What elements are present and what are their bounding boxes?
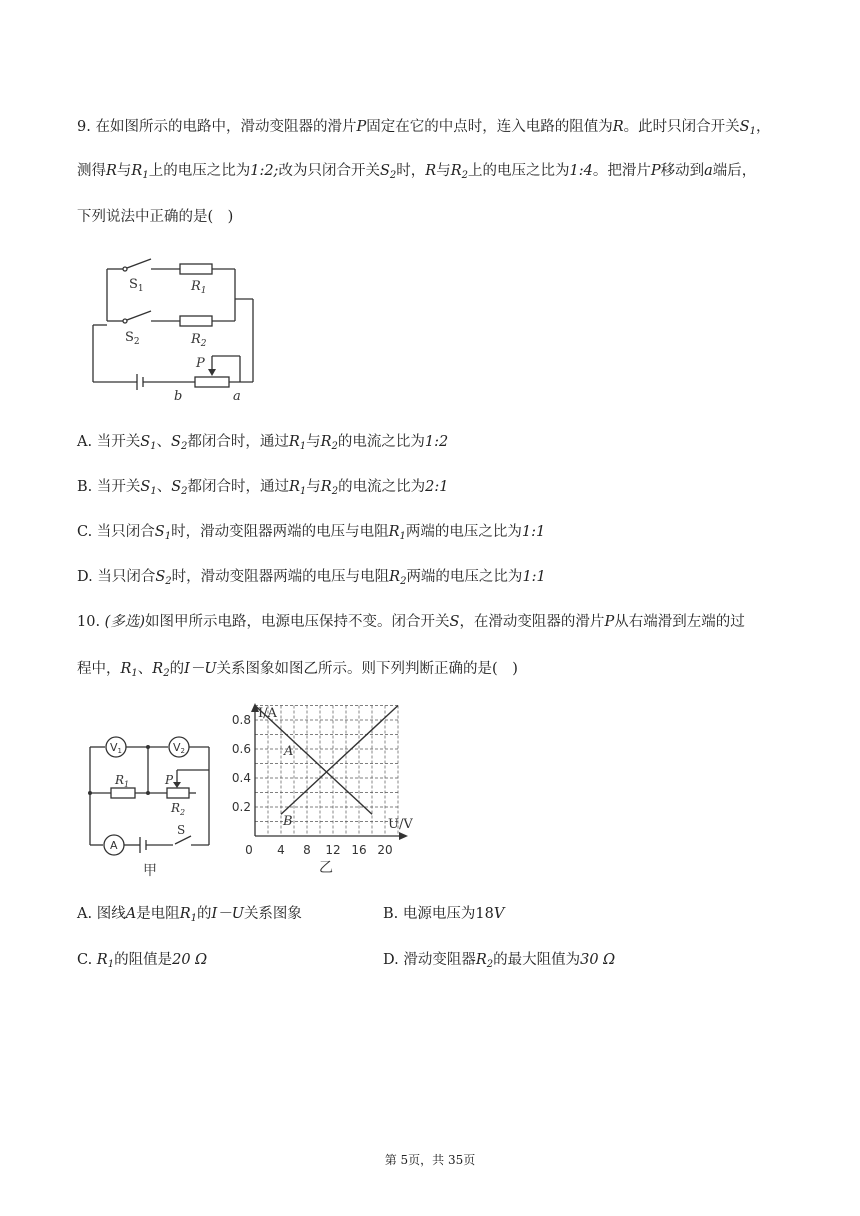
x-tick-label: 20 [377,843,393,857]
q10-stem-line1: 10. (多选)如图甲所示电路，电源电压保持不变。闭合开关S，在滑动变阻器的滑片P从右端滑到左端的过 [77,614,745,630]
q9-option-a[interactable]: A. 当开关$S_1$、$S_2$都闭合时，通过$R_1$与$R_2$的电流之比为1:2 [77,434,449,452]
y-tick-label: 0.4 [231,771,251,785]
label-R1: $R_1$ [115,773,130,789]
caption-yi: 乙 [319,860,333,876]
x-tick-label: 12 [325,843,341,857]
label-b: b [174,389,183,404]
caption-jia: 甲 [143,863,157,879]
q10-option-a[interactable]: A. 图线A是电阻$R_1$的I－U关系图象 [77,906,302,924]
x-tick-label: 16 [351,843,367,857]
label-P: P [165,773,174,787]
label-R2: $R_2$ [171,801,186,817]
q10-option-d[interactable]: D. 滑动变阻器$R_2$的最大阻值为30 Ω [383,952,616,970]
ammeter-label: A [110,839,118,852]
label-S: S [177,823,186,837]
series-line-a [255,706,372,815]
q9-stem-line3: 下列说法中正确的是( ) [77,209,234,225]
label-S1: $S_1$ [129,277,144,294]
q9-option-b[interactable]: B. 当开关$S_1$、$S_2$都闭合时，通过$R_1$与$R_2$的电流之比为2:1 [77,479,449,497]
x-tick-label: 8 [303,843,311,857]
q9-option-d[interactable]: D. 当只闭合$S_2$时，滑动变阻器两端的电压与电阻$R_2$两端的电压之比为1:1 [77,569,546,587]
page-footer: 第 5页，共 35页 [384,1153,476,1167]
x-axis-label: U/V [388,817,413,832]
iu-graph [225,700,425,880]
label-S2: $S_2$ [125,330,140,347]
label-R1: $R_1$ [191,279,207,296]
q9-stem-line1: 9. 在如图所示的电路中，滑动变阻器的滑片P固定在它的中点时，连入电路的阻值为R。此时只闭合开关$S_1$， [77,119,771,137]
y-tick-label: 0.8 [231,713,251,727]
line-b-label: B [283,814,293,829]
x-tick-label: 4 [277,843,285,857]
line-a-label: A [284,744,294,759]
y-tick-label: 0.6 [231,742,251,756]
q10-option-b[interactable]: B. 电源电压为18V [383,906,505,922]
label-P: P [196,356,205,371]
voltmeter-v2-label: V2 [173,741,185,755]
q10-stem-line2: 程中，$R_1$、$R_2$的I－U关系图象如图乙所示。则下列判断正确的是( ) [77,661,518,679]
q9-circuit-diagram [85,255,265,405]
voltmeter-v1-label: V1 [110,741,122,755]
label-R2: $R_2$ [191,332,207,349]
q9-stem-line2: 测得R与$R_1$上的电压之比为1:2;改为只闭合开关$S_2$时，R与$R_2$上的电压之比为1:4。把滑片P移动到a端后， [77,163,757,181]
y-tick-label: 0.2 [231,800,251,814]
q10-circuit-diagram [85,730,220,880]
series-line-b [281,706,398,815]
label-a: a [233,389,241,404]
q10-option-c[interactable]: C. $R_1$的阻值是20 Ω [77,952,208,970]
y-axis-label: I/A [258,706,277,721]
x-tick-label: 0 [245,843,253,857]
q9-option-c[interactable]: C. 当只闭合$S_1$时，滑动变阻器两端的电压与电阻$R_1$两端的电压之比为1:1 [77,524,546,542]
